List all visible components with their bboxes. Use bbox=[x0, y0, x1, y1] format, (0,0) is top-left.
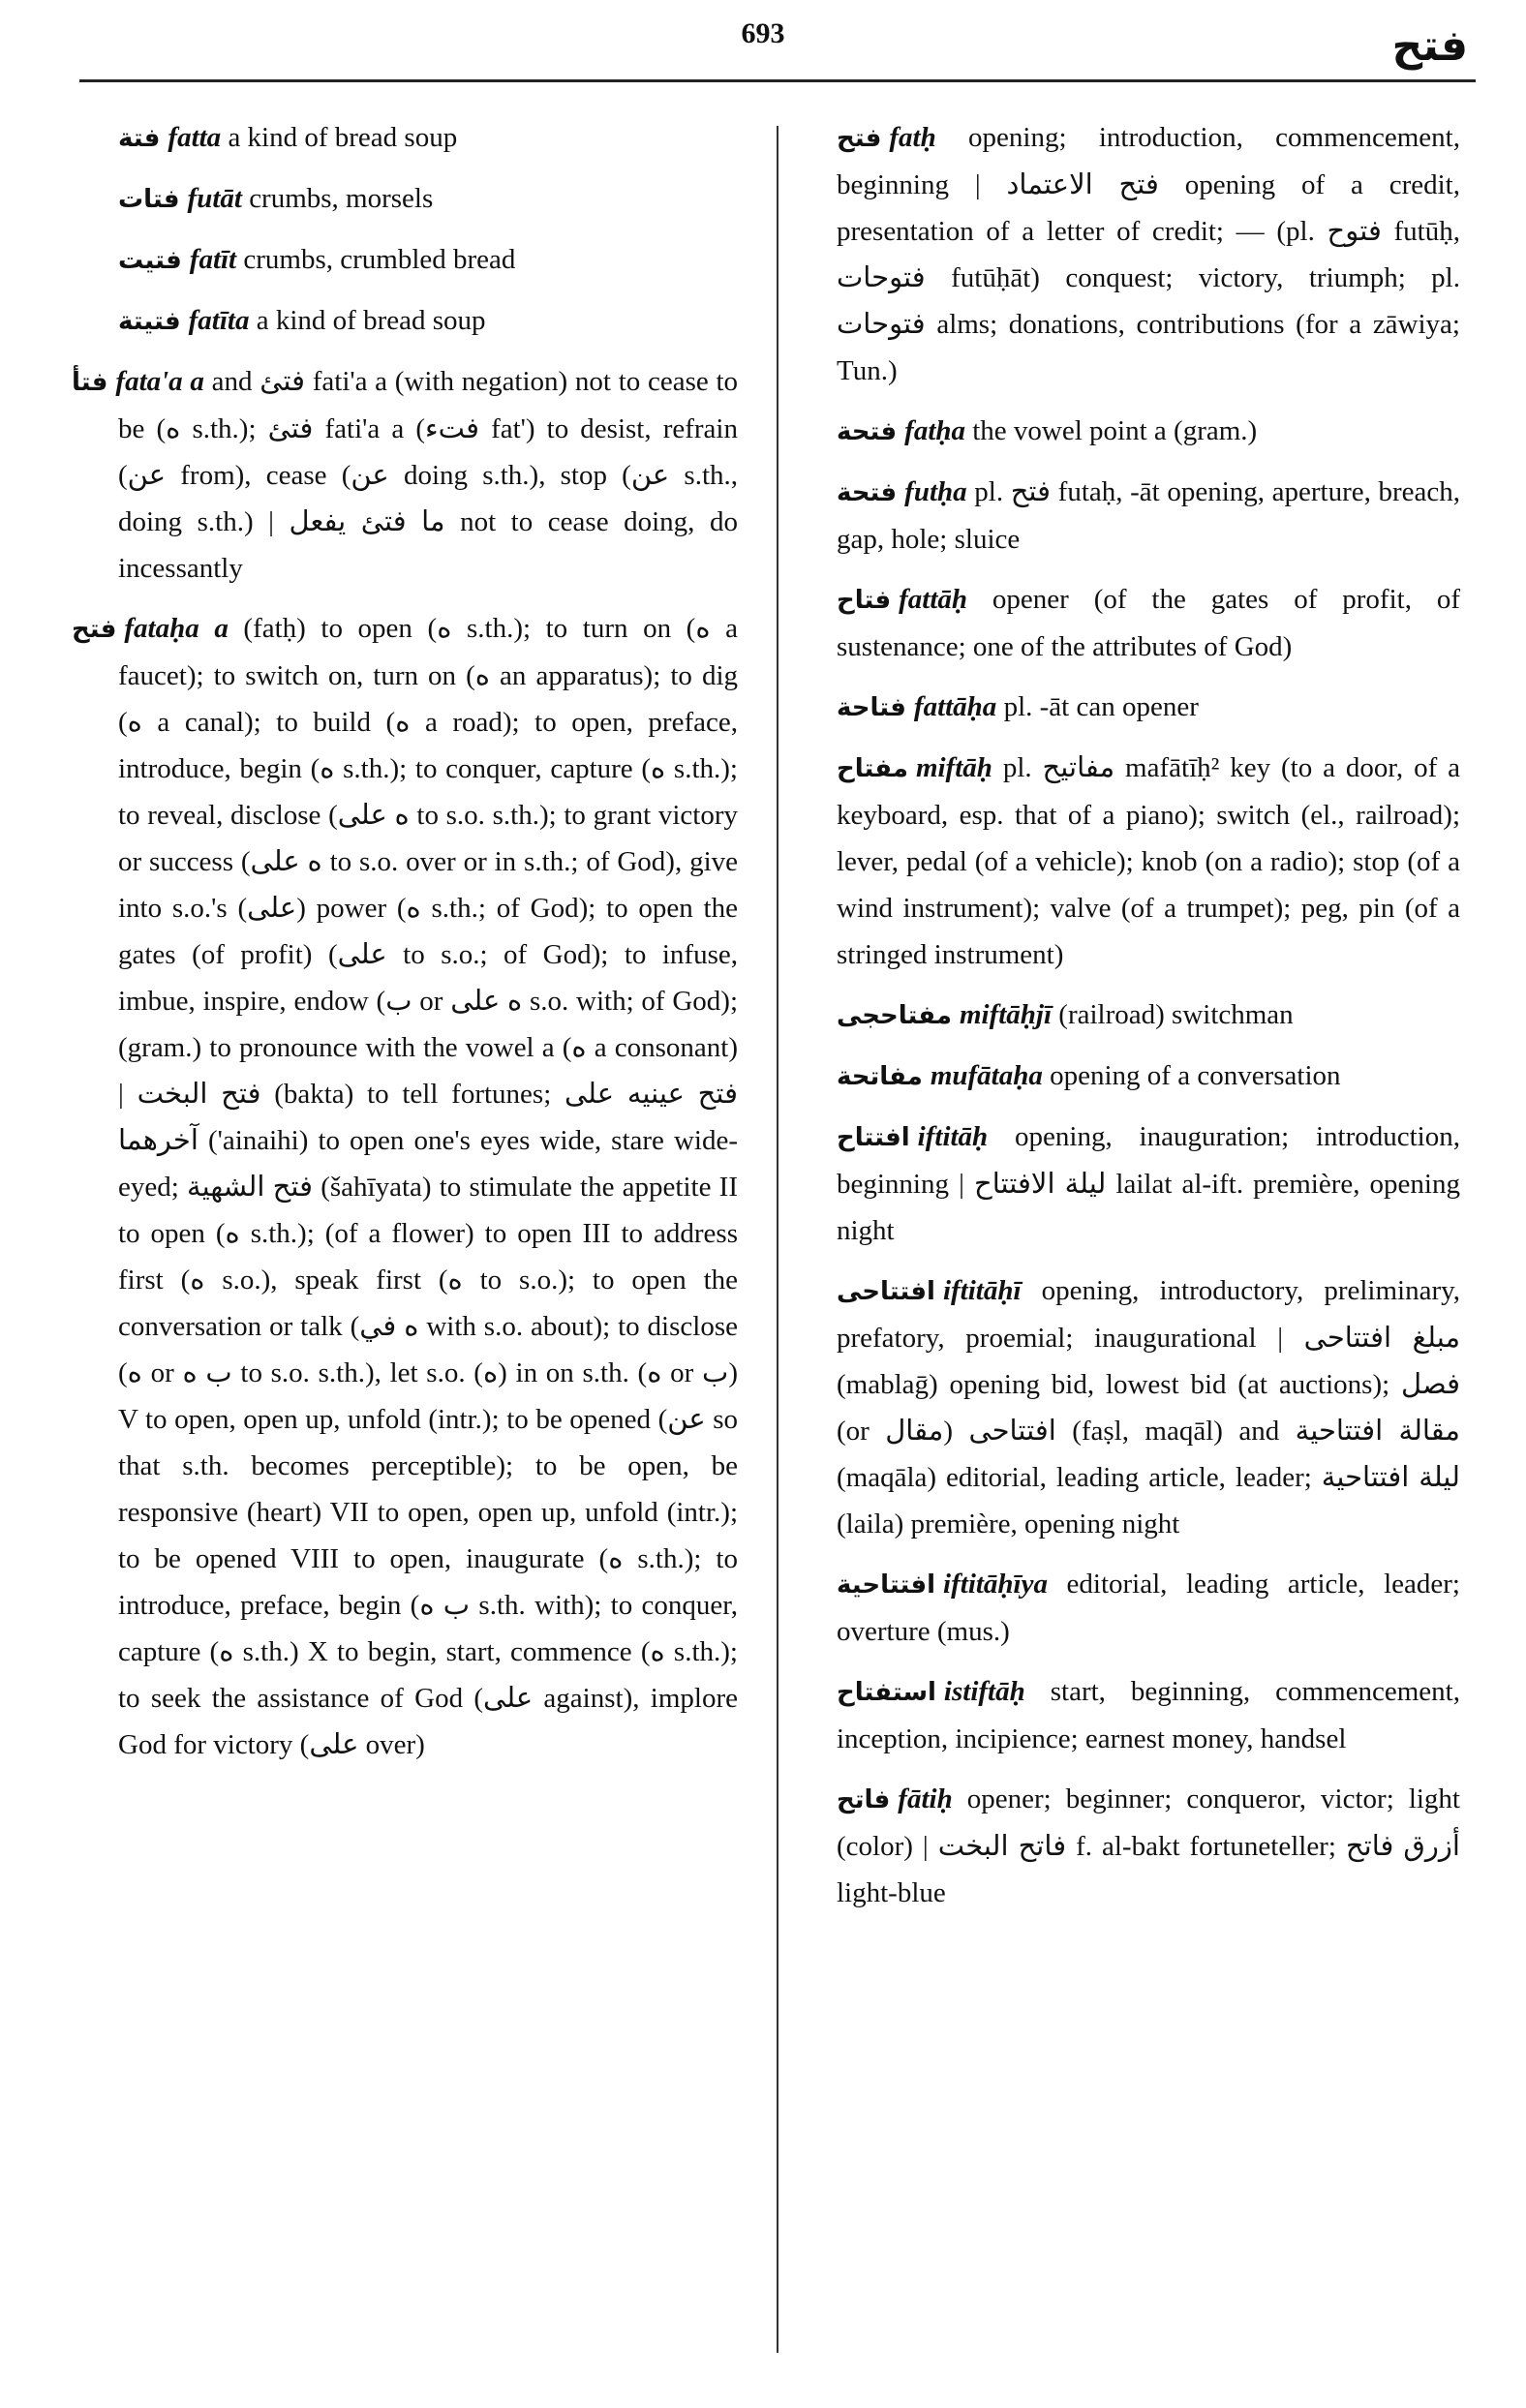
arabic-root: فتح bbox=[72, 615, 117, 644]
definition: pl. -āt can opener bbox=[996, 691, 1199, 722]
arabic-headword: فتة bbox=[118, 124, 161, 153]
arabic-headword: مفتاحجى bbox=[837, 1001, 952, 1030]
column-divider bbox=[777, 126, 778, 2353]
transliteration: fatīta bbox=[188, 305, 250, 336]
definition: opener (of the gates of profit, of sustenance; one of the attributes of God) bbox=[837, 584, 1460, 662]
arabic-headword: فتاحة bbox=[837, 693, 906, 722]
dictionary-entry bbox=[837, 1668, 1460, 1762]
header-rule bbox=[79, 79, 1476, 82]
definition: pl. فتح futaḥ, -āt opening, aperture, breach, gap, hole; sluice bbox=[837, 476, 1461, 555]
dictionary-entry bbox=[837, 1052, 1460, 1100]
definition: pl. مفاتيح mafātīḥ² key (to a door, of a keyboard, esp. that of a piano); switch (el., railroad); lever, pedal (of a vehicle); knob (on a radio); stop (of a wind instrument); valve (of a trumpet); peg, pin (of a stringed instrument) bbox=[837, 752, 1461, 970]
dictionary-entry bbox=[837, 1776, 1460, 1916]
dictionary-entry bbox=[72, 358, 739, 592]
dictionary-entry bbox=[837, 684, 1460, 731]
transliteration: fātiḥ bbox=[898, 1783, 953, 1814]
transliteration: iftitāḥī bbox=[942, 1275, 1022, 1306]
dictionary-entry bbox=[118, 114, 738, 162]
definition: crumbs, morsels bbox=[241, 183, 434, 214]
transliteration: fataḥa a bbox=[124, 613, 229, 644]
definition: the vowel point a (gram.) bbox=[965, 415, 1258, 446]
page-number: 693 bbox=[741, 17, 785, 49]
arabic-headword: افتتاحى bbox=[837, 1277, 935, 1306]
definition: start, beginning, commencement, inception, incipience; earnest money, handsel bbox=[837, 1676, 1460, 1754]
dictionary-entry bbox=[837, 576, 1460, 670]
definition: crumbs, crumbled bread bbox=[236, 244, 516, 275]
arabic-headword: مفاتحة bbox=[837, 1062, 923, 1091]
definition: and فتئ fati'a a (with negation) not to cease to be (ه s.th.); فتئ fati'a a (فتء fat') to desist, refrain (عن from), cease (عن doing s.th.), stop (عن s.th., doing s.th.) | ما فتئ يفعل not to cease doing, do incessantly bbox=[118, 366, 739, 584]
arabic-headword: مفتاح bbox=[837, 754, 908, 783]
dictionary-entry bbox=[118, 175, 738, 223]
transliteration: iftitāḥ bbox=[917, 1121, 989, 1152]
dictionary-entry bbox=[837, 408, 1460, 455]
definition: editorial, leading article, leader; overture (mus.) bbox=[837, 1569, 1460, 1647]
dictionary-entry bbox=[118, 236, 738, 284]
definition: (railroad) switchman bbox=[1052, 999, 1294, 1030]
definition: (fatḥ) to open (ه s.th.); to turn on (ه a faucet); to switch on, turn on (ه an apparatus); to dig (ه a canal); to build (ه a road); to open, preface, introduce, begin (ه s.th.); to conquer, capture (ه s.th.); to reveal, disclose (ه على to s.o. s.th.); to grant victory or success (ه على to s.o. over or in s.th.; of God), give into s.o.'s (على) power (ه s.th.; of God); to open the gates (of profit) (على to s.o.; of God); to infuse, imbue, inspire, endow (ب or ه على s.o. with; of God); (gram.) to pronounce with the vowel a (ه a consonant) | فتح البخت (bakta) to tell fortunes; فتح عينيه على آخرهما ('ainaihi) to open one's eyes wide, stare wide-eyed; فتح الشهية (šahīyata) to stimulate the appetite II to open (ه s.th.); (of a flower) to open III to address first (ه s.o.), speak first (ه to s.o.); to open the conversation or talk (ه في with s.o. about); to disclose (ه or ب ه to s.o. s.th.), let s.o. (ه) in on s.th. (ه or ب) V to open, open up, unfold (intr.); to be opened (عن so that s.th. becomes perceptible); to be open, be responsive (heart) VII to open, open up, unfold (intr.); to be opened VIII to open, inaugurate (ه s.th.); to introduce, preface, begin (ب ه s.th. with); to conquer, capture (ه s.th.) X to begin, start, commence (ه s.th.); to seek the assistance of God (على against), implore God for victory (على over) bbox=[118, 613, 739, 1760]
dictionary-entry bbox=[837, 1113, 1460, 1254]
transliteration: fatḥa bbox=[904, 415, 965, 446]
arabic-headword: فتاح bbox=[837, 586, 892, 615]
guide-word: فتح bbox=[1391, 21, 1468, 71]
definition: opening; introduction, commencement, beginning | فتح الاعتماد opening of a credit, presentation of a letter of credit; — (pl. فتوح futūḥ, فتوحات futūḥāt) conquest; victory, triumph; pl. فتوحات alms; donations, contributions (for a zāwiya; Tun.) bbox=[837, 122, 1460, 386]
transliteration: futḥa bbox=[904, 476, 967, 507]
transliteration: fatḥ bbox=[889, 122, 936, 153]
arabic-headword: فتيت bbox=[118, 246, 182, 275]
dictionary-entry bbox=[118, 297, 738, 345]
dictionary-entry bbox=[837, 1561, 1460, 1655]
transliteration: miftāḥ bbox=[915, 752, 992, 783]
right-column bbox=[837, 114, 1460, 1930]
definition: a kind of bread soup bbox=[221, 122, 458, 153]
arabic-headword: فتات bbox=[118, 185, 180, 214]
arabic-root: فتأ bbox=[72, 368, 108, 397]
transliteration: fatta bbox=[168, 122, 222, 153]
arabic-headword: فتيتة bbox=[118, 307, 181, 336]
dictionary-entry bbox=[72, 605, 739, 1768]
transliteration: fata'a a bbox=[115, 366, 204, 397]
dictionary-entry bbox=[837, 469, 1460, 563]
transliteration: mufātaḥa bbox=[930, 1060, 1043, 1091]
arabic-headword: فتح bbox=[837, 124, 882, 153]
arabic-headword: افتتاح bbox=[837, 1123, 910, 1152]
transliteration: fatīt bbox=[189, 244, 237, 275]
transliteration: iftitāḥīya bbox=[943, 1569, 1048, 1600]
transliteration: fattāḥ bbox=[899, 584, 968, 615]
transliteration: futāt bbox=[187, 183, 242, 214]
dictionary-entry bbox=[837, 991, 1460, 1039]
definition: opening, introductory, preliminary, prefatory, proemial; inaugurational | مبلغ افتتاحى (mablaḡ) opening bid, lowest bid (at auctions); فصل (or مقال) افتتاحى (faṣl, maqāl) and مقالة افتتاحية (maqāla) editorial, leading article, leader; ليلة افتتاحية (laila) première, opening night bbox=[837, 1275, 1461, 1539]
transliteration: istiftāḥ bbox=[943, 1676, 1025, 1707]
arabic-headword: فتحة bbox=[837, 417, 898, 446]
dictionary-entry bbox=[837, 114, 1460, 394]
definition: opener; beginner; conqueror, victor; light (color) | فاتح البخت f. al-bakt fortuneteller; أزرق فاتح light-blue bbox=[837, 1783, 1460, 1908]
definition: opening, inauguration; introduction, beginning | ليلة الافتتاح lailat al-ift. première, opening night bbox=[837, 1121, 1460, 1246]
arabic-headword: استفتاح bbox=[837, 1678, 936, 1707]
left-column bbox=[72, 114, 739, 1782]
dictionary-entry bbox=[837, 745, 1460, 978]
transliteration: fattāḥa bbox=[913, 691, 997, 722]
arabic-headword: فتحة bbox=[837, 478, 898, 507]
arabic-headword: فاتح bbox=[837, 1785, 891, 1814]
transliteration: miftāḥjī bbox=[959, 999, 1053, 1030]
definition: opening of a conversation bbox=[1042, 1060, 1341, 1091]
dictionary-entry bbox=[837, 1267, 1460, 1547]
definition: a kind of bread soup bbox=[249, 305, 486, 336]
arabic-headword: افتتاحية bbox=[837, 1570, 936, 1600]
